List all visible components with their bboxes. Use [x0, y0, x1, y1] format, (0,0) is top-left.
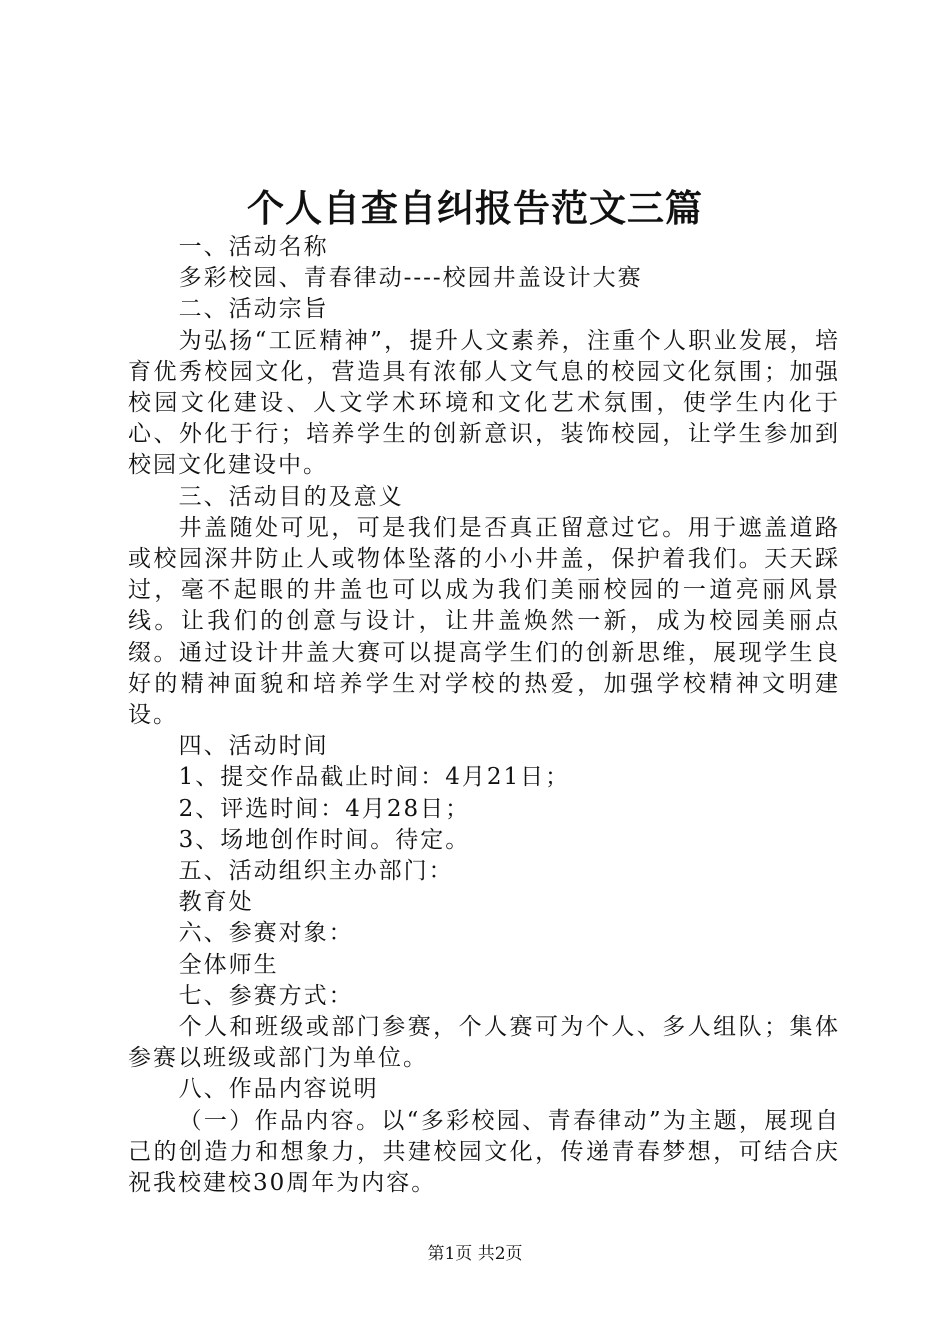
body-paragraph: 井盖随处可见，可是我们是否真正留意过它。用于遮盖道路或校园深井防止人或物体坠落的小小井盖，保护着我们。天天踩过，毫不起眼的井盖也可以成为我们美丽校园的一道亮丽风景线。让我们的创意与设计，让井盖焕然一新，成为校园美丽点缀。通过设计井盖大赛可以提高学生们的创新思维，展现学生良好的精神面貌和培养学生对学校的热爱，加强学校精神文明建设。 — [128, 514, 840, 729]
body-paragraph: 2、评选时间：4月28日； — [178, 795, 471, 822]
section-heading: 一、活动名称 — [178, 234, 329, 260]
body-paragraph: 教育处 — [178, 889, 254, 916]
section-heading: 三、活动目的及意义 — [178, 483, 404, 510]
body-paragraph: （一）作品内容。以“多彩校园、青春律动”为主题，展现自己的创造力和想象力，共建校园文化，传递青春梦想，可结合庆祝我校建校30周年为内容。 — [128, 1107, 840, 1197]
document-body — [128, 232, 840, 1199]
section-heading: 二、活动宗旨 — [178, 296, 329, 323]
document-title: 个人自查自纠报告范文三篇 — [247, 186, 703, 230]
section-heading: 四、活动时间 — [178, 733, 329, 760]
page-number: 第1页 共2页 — [427, 1244, 523, 1264]
body-paragraph: 全体师生 — [178, 951, 279, 978]
section-heading: 六、参赛对象： — [178, 920, 354, 947]
body-paragraph: 1、提交作品截止时间：4月21日； — [178, 764, 571, 791]
section-heading: 七、参赛方式： — [178, 982, 354, 1009]
body-paragraph: 为弘扬“工匠精神”，提升人文素养，注重个人职业发展，培育优秀校园文化，营造具有浓郁人文气息的校园文化氛围；加强校园文化建设、人文学术环境和文化艺术氛围，使学生内化于心、外化于行；培养学生的创新意识，装饰校园，让学生参加到校园文化建设中。 — [128, 327, 840, 479]
body-paragraph: 多彩校园、青春律动----校园井盖设计大赛 — [178, 265, 643, 292]
section-heading: 五、活动组织主办部门： — [178, 858, 454, 885]
body-paragraph: 个人和班级或部门参赛，个人赛可为个人、多人组队；集体参赛以班级或部门为单位。 — [128, 1014, 840, 1072]
body-paragraph: 3、场地创作时间。待定。 — [178, 826, 471, 853]
section-heading: 八、作品内容说明 — [178, 1076, 379, 1103]
